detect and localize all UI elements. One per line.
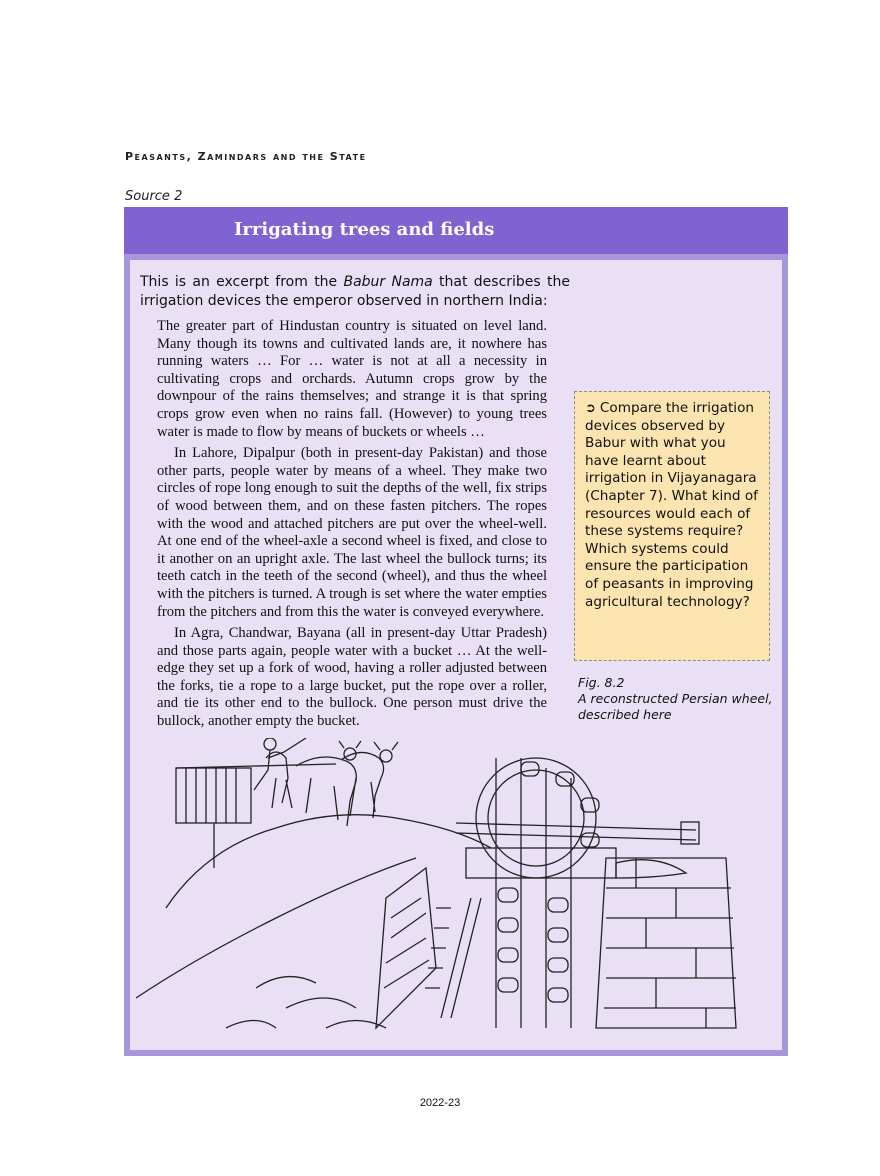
footer-year: 2022-23	[419, 1097, 461, 1109]
persian-wheel-illustration	[136, 738, 776, 1046]
excerpt-paragraph-2: In Lahore, Dipalpur (both in present-day Pakistan) and those other parts, people water by means of a wheel. They make two circles of rope long enough to suit the depths of the well, fix strips of wood between them, and on these fasten pitchers. The ropes with the wood and attached pitchers are put over the wheel-well. At one end of the wheel-axle a second wheel is fixed, and close to it another on an upright axle. The last wheel the bullock turns; its teeth catch in the teeth of the second (wheel), and thus the wheel with the pitchers is turned. A trough is set where the water empties from the pitchers and from this the water is conveyed everywhere.	[157, 445, 547, 620]
intro-text	[140, 273, 570, 311]
gear-wheel-drawing	[176, 764, 336, 868]
panel-title-bar	[124, 207, 788, 254]
panel-body	[130, 260, 782, 1050]
bullocks-drawing	[254, 738, 398, 826]
figure-caption-text: A reconstructed Persian wheel, described here	[578, 691, 773, 722]
figure-label: Fig. 8.2	[578, 675, 625, 690]
intro-before: This is an excerpt from the	[140, 274, 344, 290]
panel-title: Irrigating trees and fields	[234, 219, 495, 240]
source-label: Source 2	[125, 189, 183, 204]
running-head: Peasants, Zamindars and the State	[125, 150, 367, 163]
persian-wheel-drawing	[425, 758, 699, 1028]
source-panel	[124, 207, 788, 1056]
water-trough-drawing	[616, 860, 686, 878]
question-text: Compare the irrigation devices observed by Babur with what you have learnt about irrigation in Vijayanagara (Chapter 7). What kind of resources would each of these systems require? Which systems could ensure the participation of peasants in improving agricultural technology?	[585, 400, 758, 610]
excerpt-paragraph-1: The greater part of Hindustan country is situated on level land. Many though its towns and cultivated lands are, it nowhere has running waters … For … water is not at all a necessity in cultivating crops and orchards. Autumn crops grow by the downpour of the rains themselves; and strange it is that spring crops grow even when no rains fall. (However) to young trees water is made to flow by means of buckets or wheels …	[157, 318, 547, 440]
stone-wall-drawing	[226, 858, 736, 1028]
ground-slope-drawing	[166, 815, 491, 908]
excerpt-paragraph-3: In Agra, Chandwar, Bayana (all in present-day Uttar Pradesh) and those parts again, people water with a bucket … At the well-edge they set up a fork of wood, having a roller adjusted between the forks, tie a rope to a large bucket, put the rope over a roller, and tie its other end to the bullock. One person must drive the bullock, another empty the bucket.	[157, 625, 547, 730]
intro-book-title: Babur Nama	[343, 274, 433, 290]
excerpt-quote	[157, 318, 547, 735]
intro-after: that describes the irrigation devices the emperor observed in northern India:	[140, 274, 570, 309]
arrow-right-circle-icon: ➲	[585, 401, 596, 416]
question-box	[574, 391, 770, 661]
figure-caption	[578, 675, 778, 723]
